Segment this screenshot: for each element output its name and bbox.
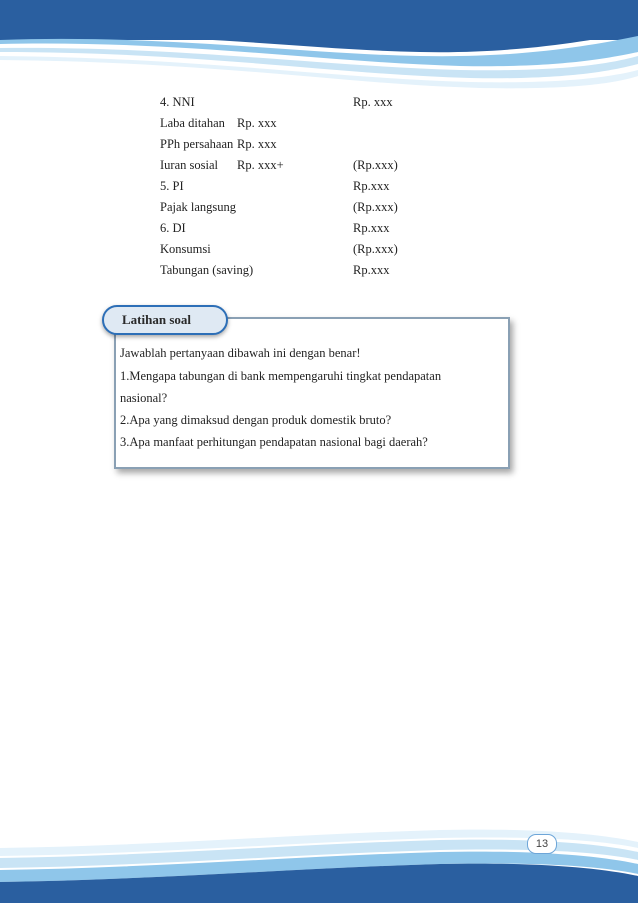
row-label: Konsumsi xyxy=(160,242,211,256)
page-number: 13 xyxy=(527,834,557,854)
bottom-wave-decoration xyxy=(0,818,638,903)
row-right: Rp. xxx xyxy=(353,95,393,109)
row-mid: Rp. xxx xyxy=(237,137,277,151)
row-right: (Rp.xxx) xyxy=(353,200,398,214)
row-mid: Rp. xxx xyxy=(237,116,277,130)
top-wave-decoration xyxy=(0,0,638,95)
row-label: Laba ditahan xyxy=(160,116,225,130)
row-label: 5. PI xyxy=(160,179,184,193)
row-right: Rp.xxx xyxy=(353,179,390,193)
row-label: Tabungan (saving) xyxy=(160,263,254,277)
row-right: Rp.xxx xyxy=(353,221,390,235)
row-label: Pajak langsung xyxy=(160,200,237,214)
row-right: (Rp.xxx) xyxy=(353,158,398,172)
row-mid: Rp. xxx+ xyxy=(237,158,284,172)
row-label: Iuran sosial xyxy=(160,158,218,172)
exercise-question-3: 3.Apa manfaat perhitungan pendapatan nasional bagi daerah? xyxy=(120,435,428,449)
exercise-question-1-cont: nasional? xyxy=(120,391,168,405)
row-label: 4. NNI xyxy=(160,95,195,109)
row-right: Rp.xxx xyxy=(353,263,390,277)
exercise-tab xyxy=(102,305,228,335)
row-label: 6. DI xyxy=(160,221,186,235)
exercise-tab-label: Latihan soal xyxy=(122,312,191,327)
exercise-question-2: 2.Apa yang dimaksud dengan produk domestik bruto? xyxy=(120,413,392,427)
exercise-question-1: 1.Mengapa tabungan di bank mempengaruhi tingkat pendapatan xyxy=(120,369,442,383)
exercise-instruction: Jawablah pertanyaan dibawah ini dengan benar! xyxy=(120,346,361,360)
row-label: PPh persahaan xyxy=(160,137,234,151)
row-right: (Rp.xxx) xyxy=(353,242,398,256)
